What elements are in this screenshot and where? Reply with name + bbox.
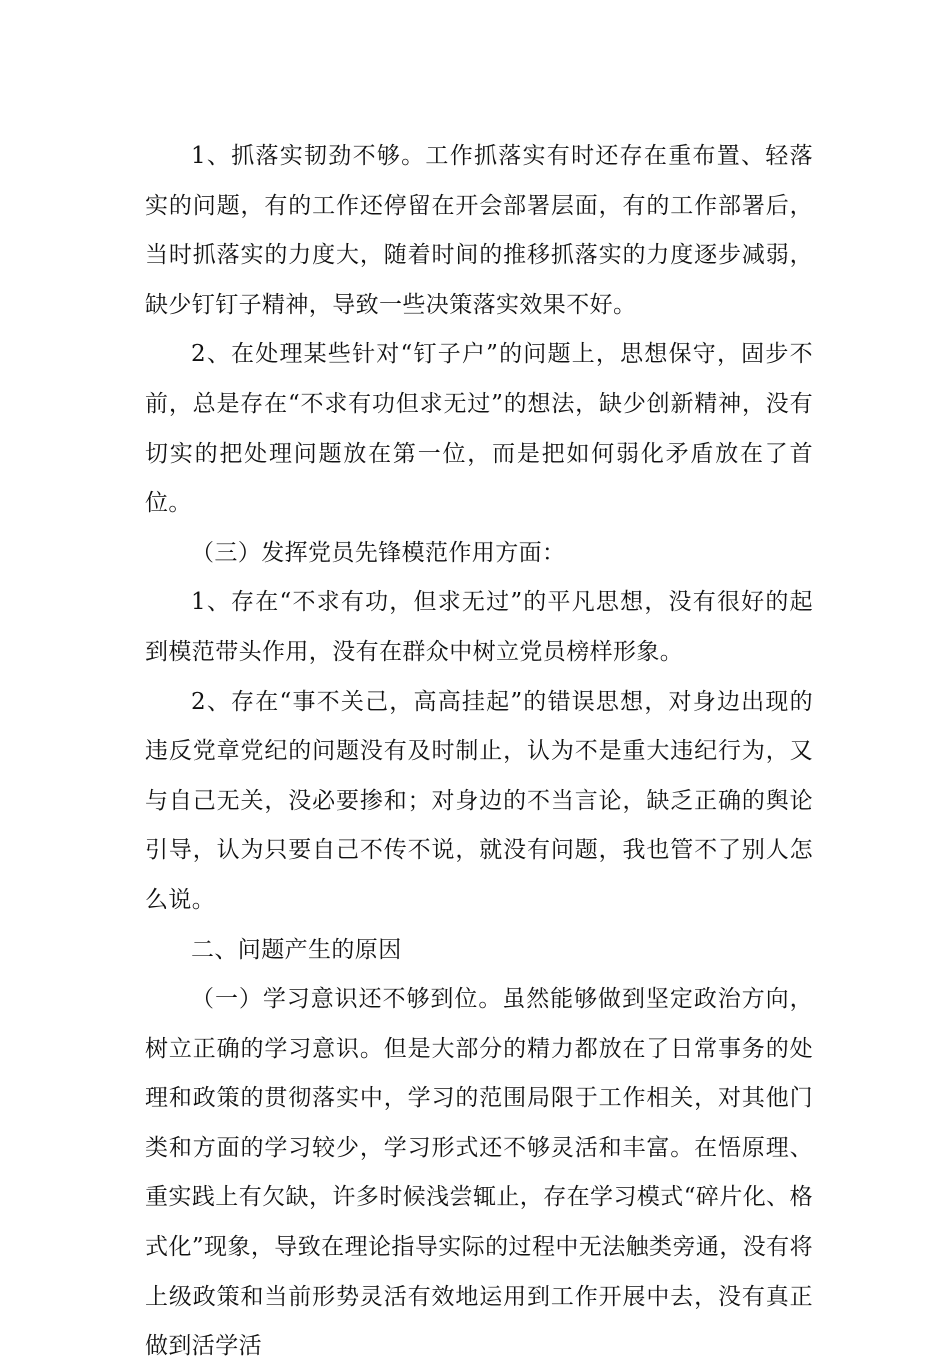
section-heading-causes: 二、问题产生的原因 — [191, 936, 402, 963]
paragraph-2: 2、在处理某些针对“钉子户”的问题上，思想保守，固步不前，总是存在“不求有功但求无过”的想法，缺少创新精神，没有切实的把处理问题放在第一位，而是把如何弱化矛盾放在了首位。 — [145, 341, 813, 517]
paragraph-5: 2、存在“事不关己，高高挂起”的错误思想，对身边出现的违反党章党纪的问题没有及时制止，认为不是重大违纪行为，又与自己无关，没必要掺和；对身边的不当言论，缺乏正确的舆论引导，认为只要自己不传不说，就没有问题，我也管不了别人怎么说。 — [145, 688, 813, 913]
document-body — [145, 132, 813, 1372]
paragraph-1: 1、抓落实韧劲不够。工作抓落实有时还存在重布置、轻落实的问题，有的工作还停留在开会部署层面，有的工作部署后，当时抓落实的力度大，随着时间的推移抓落实的力度逐步减弱，缺少钉钉子精神，导致一些决策落实效果不好。 — [145, 143, 813, 318]
paragraph-4: 1、存在“不求有功，但求无过”的平凡思想，没有很好的起到模范带头作用，没有在群众中树立党员榜样形象。 — [145, 589, 813, 665]
section-heading-3: （三）发挥党员先锋模范作用方面： — [191, 539, 566, 566]
paragraph-7: （一）学习意识还不够到位。虽然能够做到坚定政治方向，树立正确的学习意识。但是大部分的精力都放在了日常事务的处理和政策的贯彻落实中，学习的范围局限于工作相关，对其他门类和方面的学习较少，学习形式还不够灵活和丰富。在悟原理、重实践上有欠缺，许多时候浅尝辄止，存在学习模式“碎片化、格式化”现象，导致在理论指导实际的过程中无法触类旁通，没有将上级政策和当前形势灵活有效地运用到工作开展中去，没有真正做到活学活 — [145, 986, 813, 1360]
